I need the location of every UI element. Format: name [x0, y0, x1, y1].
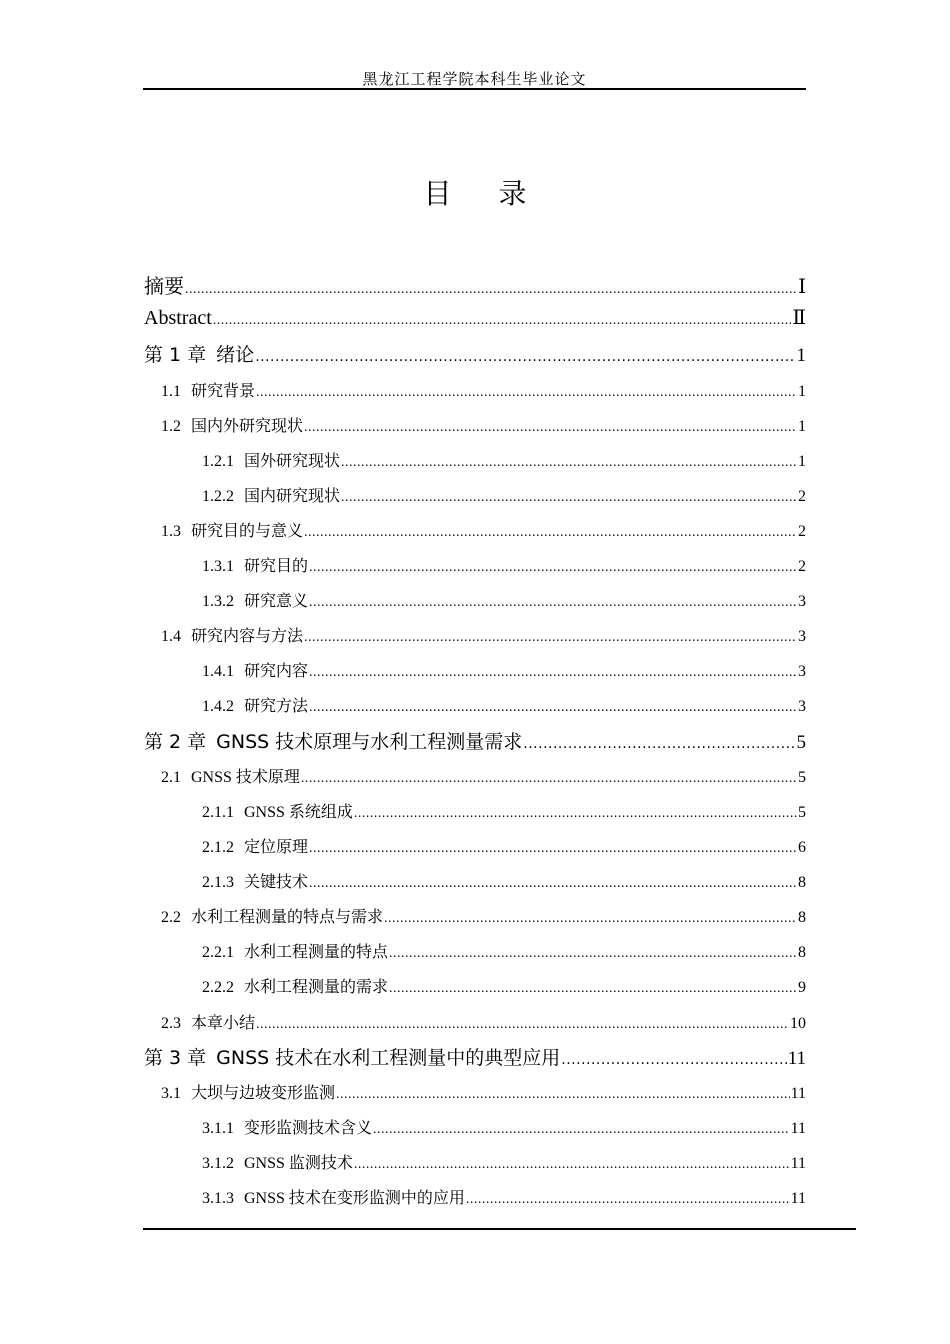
- toc-entry-page: 5: [798, 804, 806, 821]
- toc-entry-label: Abstract: [144, 307, 212, 329]
- toc-entry-label: 3.1.3 GNSS 技术在变形监测中的应用: [202, 1190, 465, 1207]
- toc-entry-label: 3.1.1 变形监测技术含义: [202, 1120, 373, 1137]
- toc-entry-page: 5: [798, 769, 806, 786]
- toc-entry-1-1[interactable]: [161, 378, 806, 401]
- toc-entry-page: 6: [798, 839, 806, 856]
- dot-leader: [384, 911, 797, 927]
- page-header: 黑龙江工程学院本科生毕业论文: [362, 72, 587, 88]
- toc-entry-abstract-cn[interactable]: [144, 270, 806, 299]
- toc-entry-page: 1: [796, 345, 806, 366]
- toc-entry-2-1-1[interactable]: [202, 799, 806, 822]
- toc-entry-2-1[interactable]: [161, 764, 806, 787]
- toc-entry-page: 11: [790, 1085, 806, 1102]
- footer-rule: [143, 1228, 856, 1230]
- toc-entry-page: 8: [798, 909, 806, 926]
- dot-leader: [309, 841, 797, 857]
- toc-entry-page: 8: [798, 944, 806, 961]
- toc-entry-1-2-2[interactable]: [202, 483, 806, 506]
- toc-entry-page: 1: [798, 383, 806, 400]
- toc-entry-label: 2.2.1 水利工程测量的特点: [202, 944, 389, 961]
- toc-title: 目 录: [423, 179, 527, 210]
- toc-entry-page: 8: [798, 874, 806, 891]
- toc-entry-3-1[interactable]: [161, 1080, 806, 1103]
- toc-entry-2-1-3[interactable]: [202, 869, 806, 892]
- toc-entry-page: Ⅱ: [792, 307, 806, 329]
- dot-leader: [309, 700, 797, 716]
- toc-entry-3-1-1[interactable]: [202, 1115, 806, 1138]
- toc-entry-page: 9: [798, 979, 806, 996]
- toc-entry-abstract-en[interactable]: [144, 305, 806, 330]
- toc-entry-page: 11: [787, 1048, 806, 1069]
- toc-entry-label: 2.3 本章小结: [161, 1015, 256, 1032]
- dot-leader: [373, 1122, 790, 1138]
- toc-entry-chapter-1[interactable]: [144, 340, 806, 367]
- dot-leader: [256, 1017, 789, 1033]
- toc-entry-label: 第 3 章 GNSS 技术在水利工程测量中的典型应用: [144, 1047, 561, 1069]
- toc-entry-page: 10: [790, 1015, 806, 1032]
- toc-entry-label: 2.1 GNSS 技术原理: [161, 769, 300, 786]
- toc-entry-label: 2.2.2 水利工程测量的需求: [202, 979, 389, 996]
- toc-entry-label: 2.1.1 GNSS 系统组成: [202, 804, 353, 821]
- toc-entry-label: 3.1 大坝与边坡变形监测: [161, 1085, 336, 1102]
- toc-entry-label: 1.1 研究背景: [161, 383, 256, 400]
- dot-leader: [466, 1192, 790, 1208]
- toc-entry-page: 1: [798, 453, 806, 470]
- dot-leader: [389, 946, 797, 962]
- toc-entry-page: 2: [798, 558, 806, 575]
- toc-entry-label: 1.4 研究内容与方法: [161, 628, 304, 645]
- toc-entry-page: 3: [798, 628, 806, 645]
- dot-leader: [341, 455, 797, 471]
- toc-entry-label: 第 1 章 绪论: [144, 344, 255, 366]
- toc-entry-page: 2: [798, 523, 806, 540]
- dot-leader: [309, 665, 797, 681]
- dot-leader: [341, 490, 797, 506]
- toc-entry-label: 2.1.2 定位原理: [202, 839, 309, 856]
- toc-entry-3-1-3[interactable]: [202, 1185, 806, 1208]
- dot-leader: [309, 560, 797, 576]
- dot-leader: [304, 630, 797, 646]
- dot-leader: [561, 1052, 786, 1068]
- toc-entry-label: 1.3.2 研究意义: [202, 593, 309, 610]
- toc-entry-2-2-2[interactable]: [202, 974, 806, 997]
- dot-leader: [256, 385, 797, 401]
- toc-entry-label: 1.4.2 研究方法: [202, 698, 309, 715]
- dot-leader: [354, 806, 797, 822]
- dot-leader: [255, 349, 795, 365]
- dot-leader: [213, 313, 792, 329]
- dot-leader: [304, 525, 797, 541]
- toc-entry-2-2-1[interactable]: [202, 939, 806, 962]
- toc-entry-chapter-2[interactable]: [144, 727, 806, 754]
- toc-entry-label: 2.1.3 关键技术: [202, 874, 309, 891]
- toc-entry-1-2[interactable]: [161, 413, 806, 436]
- toc-entry-page: 11: [790, 1155, 806, 1172]
- toc-entry-page: Ⅰ: [798, 276, 806, 298]
- toc-entry-chapter-3[interactable]: [144, 1043, 806, 1070]
- toc-entry-3-1-2[interactable]: [202, 1150, 806, 1173]
- toc-entry-page: 2: [798, 488, 806, 505]
- toc-entry-page: 3: [798, 663, 806, 680]
- toc-entry-label: 1.2 国内外研究现状: [161, 418, 304, 435]
- dot-leader: [304, 420, 797, 436]
- toc-entry-2-1-2[interactable]: [202, 834, 806, 857]
- toc-entry-1-3-1[interactable]: [202, 553, 806, 576]
- toc-entry-page: 3: [798, 698, 806, 715]
- dot-leader: [185, 282, 797, 298]
- toc-entry-1-4[interactable]: [161, 623, 806, 646]
- dot-leader: [354, 1157, 790, 1173]
- toc-entry-label: 1.3.1 研究目的: [202, 558, 309, 575]
- toc-entry-label: 摘要: [144, 276, 184, 298]
- toc-entry-label: 1.2.1 国外研究现状: [202, 453, 341, 470]
- dot-leader: [336, 1087, 790, 1103]
- toc-entry-2-3[interactable]: [161, 1010, 806, 1033]
- toc-entry-1-3[interactable]: [161, 518, 806, 541]
- toc-entry-1-2-1[interactable]: [202, 448, 806, 471]
- toc-entry-page: 5: [796, 732, 806, 753]
- toc-entry-label: 1.4.1 研究内容: [202, 663, 309, 680]
- toc-entry-1-4-1[interactable]: [202, 658, 806, 681]
- toc-entry-1-4-2[interactable]: [202, 693, 806, 716]
- toc-entry-label: 第 2 章 GNSS 技术原理与水利工程测量需求: [144, 731, 523, 753]
- toc-entry-page: 11: [790, 1190, 806, 1207]
- toc-entry-1-3-2[interactable]: [202, 588, 806, 611]
- dot-leader: [309, 876, 797, 892]
- toc-entry-label: 2.2 水利工程测量的特点与需求: [161, 909, 384, 926]
- toc-entry-label: 3.1.2 GNSS 监测技术: [202, 1155, 353, 1172]
- dot-leader: [301, 771, 797, 787]
- toc-entry-page: 3: [798, 593, 806, 610]
- toc-entry-page: 1: [798, 418, 806, 435]
- dot-leader: [309, 595, 797, 611]
- toc-entry-label: 1.3 研究目的与意义: [161, 523, 304, 540]
- dot-leader: [389, 981, 797, 997]
- dot-leader: [523, 736, 795, 752]
- toc-entry-label: 1.2.2 国内研究现状: [202, 488, 341, 505]
- toc-entry-2-2[interactable]: [161, 904, 806, 927]
- toc-entry-page: 11: [790, 1120, 806, 1137]
